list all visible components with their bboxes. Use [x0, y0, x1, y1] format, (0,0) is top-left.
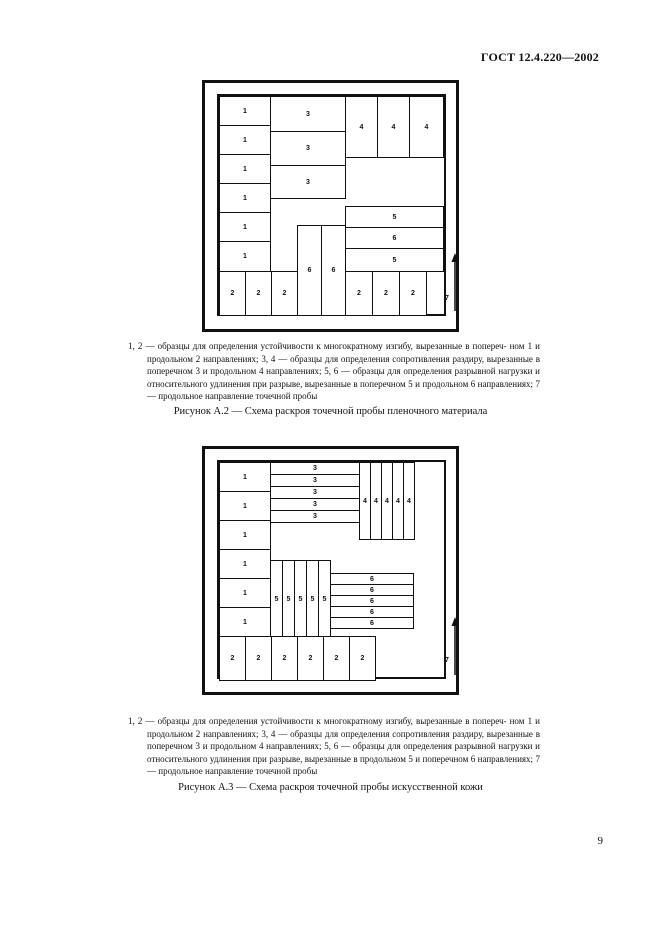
sample-cell: 2 [399, 271, 427, 316]
figure-a2-title: Рисунок А.2 — Схема раскроя точечной пробы пленочного материала [173, 406, 488, 417]
sample-cell: 2 [271, 636, 298, 681]
sample-cell: 5 [345, 206, 444, 228]
sample-cell: 2 [297, 636, 324, 681]
page-number: 9 [597, 835, 603, 847]
sample-cell: 6 [345, 227, 444, 249]
sample-cell: 6 [297, 225, 322, 316]
sample-cell: 1 [219, 578, 271, 608]
sample-cell: 3 [270, 486, 360, 499]
figure-a3-title: Рисунок А.3 — Схема раскроя точечной пробы искусственной кожи [178, 782, 483, 793]
direction-label: 7 [445, 295, 449, 302]
sample-cell: 1 [219, 96, 271, 126]
sample-cell: 2 [349, 636, 376, 681]
sample-cell: 1 [219, 212, 271, 242]
sample-cell: 5 [345, 248, 444, 272]
sample-cell: 2 [245, 636, 272, 681]
sample-cell: 1 [219, 125, 271, 155]
sample-cell: 5 [318, 560, 331, 638]
sample-cell: 2 [245, 271, 272, 316]
sample-cell: 6 [330, 573, 414, 585]
sample-cell: 2 [372, 271, 400, 316]
caption-line: 1, 2 — образцы для определения устойчивости к многократному изгибу, вырезанные в попереч- [128, 716, 507, 726]
sample-cell: 4 [359, 462, 371, 540]
sample-cell: 6 [330, 617, 414, 629]
sample-cell: 2 [345, 271, 373, 316]
sample-cell: 5 [294, 560, 307, 638]
sample-cell: 6 [321, 225, 346, 316]
sample-cell: 2 [323, 636, 350, 681]
standard-number: ГОСТ 12.4.220—2002 [480, 50, 599, 64]
sample-cell: 5 [282, 560, 295, 638]
sample-cell: 3 [270, 474, 360, 487]
figure-a2-caption [128, 340, 540, 403]
sample-cell: 1 [219, 520, 271, 550]
sample-cell: 2 [271, 271, 298, 316]
sample-cell: 2 [219, 636, 246, 681]
sample-cell: 4 [370, 462, 382, 540]
sample-cell: 1 [219, 154, 271, 184]
direction-arrow-icon [451, 617, 459, 677]
sample-cell: 1 [219, 607, 271, 637]
sample-cell: 3 [270, 510, 360, 523]
sample-cell: 4 [345, 96, 378, 158]
sample-cell: 6 [330, 584, 414, 596]
sample-cell: 3 [270, 165, 346, 199]
sample-cell: 1 [219, 549, 271, 579]
direction-label: 7 [445, 657, 449, 664]
sample-cell: 4 [392, 462, 404, 540]
sample-cell: 4 [381, 462, 393, 540]
sample-cell: 6 [330, 595, 414, 607]
sample-cell: 5 [270, 560, 283, 638]
sample-cell: 1 [219, 491, 271, 521]
sample-cell: 1 [219, 183, 271, 213]
sample-area [217, 460, 446, 679]
figure-a2 [202, 80, 459, 332]
sample-cell: 1 [219, 462, 271, 492]
sample-cell: 3 [270, 462, 360, 475]
sample-cell: 3 [270, 96, 346, 132]
caption-text: ном 1 и продольном 2 направлениях; 3, 4 — образцы для определения сопротивления раздиру, вырезанные в поперечном 3 и продольном 4 направлениях; 5, 6 — образцы для определения разрывной нагрузки и относительного удлинения при разрыве, вырезанные в продольном 5 и поперечном 6 направлениях; 7 — продольное направление точечной пробы [147, 716, 540, 776]
caption-line: 1, 2 — образцы для определения устойчивости к многократному изгибу, вырезанные в попереч- [128, 341, 507, 351]
sample-cell: 2 [219, 271, 246, 316]
direction-arrow-icon [451, 253, 459, 313]
sample-cell: 3 [270, 131, 346, 166]
sample-cell: 6 [330, 606, 414, 618]
sample-cell: 5 [306, 560, 319, 638]
sample-cell: 4 [377, 96, 410, 158]
figure-a3-caption [128, 715, 540, 778]
sample-cell: 1 [219, 241, 271, 272]
sample-area [217, 94, 446, 316]
figure-a3 [202, 446, 459, 695]
sample-cell: 4 [409, 96, 444, 158]
sample-cell: 4 [403, 462, 415, 540]
caption-text: ном 1 и продольном 2 направлениях; 3, 4 — образцы для определения сопротивления раздиру, вырезанные в поперечном 3 и продольном 4 направлениях; 5, 6 — образцы для определения разрывной нагрузки и относительного удлинения при разрыве, вырезанные в поперечном 5 и продольном 6 направлениях; 7 — продольное направление точечной пробы [147, 341, 540, 401]
sample-cell: 3 [270, 498, 360, 511]
